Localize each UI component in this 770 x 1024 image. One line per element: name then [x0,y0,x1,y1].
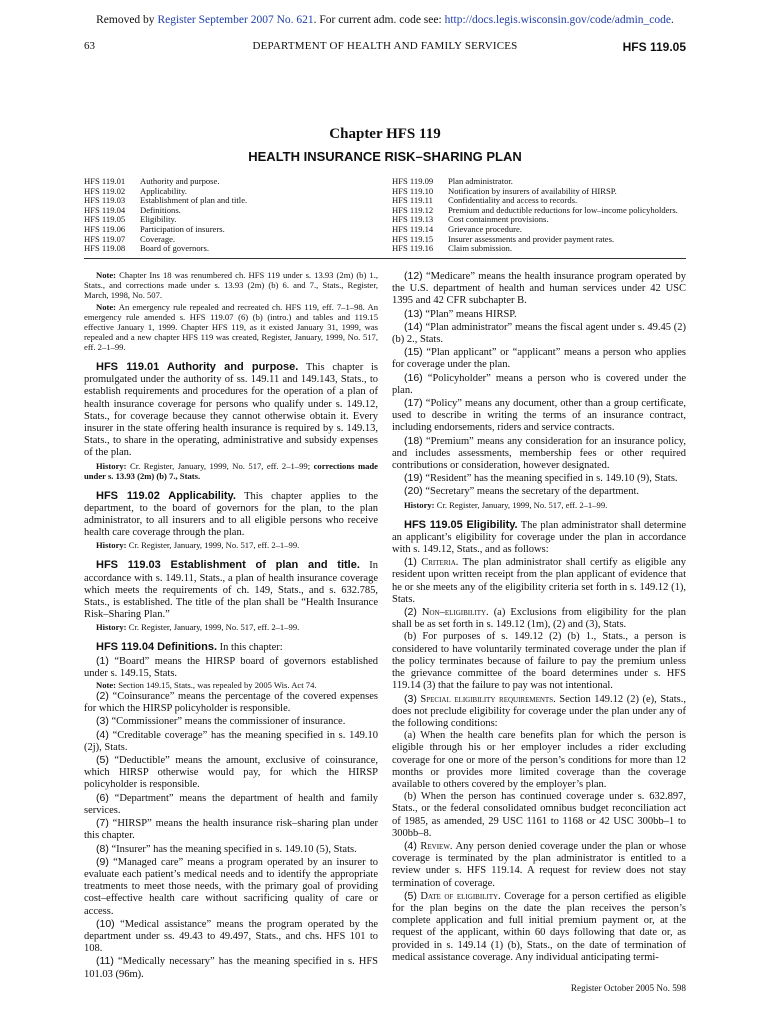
history-note [392,500,686,510]
divider [84,258,686,259]
definition-3 [84,715,378,728]
subsection-3 [392,693,686,731]
definition-number: (3) [96,715,109,728]
left-column [84,270,379,980]
toc-title: Plan administrator. [448,176,513,186]
subsection-text: Section 149.12 (2) (e), Stats., does not preclude eligibility for coverage under the plan under any of the following conditions: [392,693,687,729]
definition-number: (15) [404,346,423,359]
paragraph-3b [392,791,686,840]
section-text: This chapter applies to the department, to the board of governors for the plan, to the plan administrator, to all insurers and to all eligible persons who receive health care coverage through the plan. [84,490,378,539]
paragraph-text: (b) When the person has continued coverage under s. 632.897, Stats., or the federal consolidated omnibus budget reconciliation act of 1985, as amended, 29 USC 1161 to 1168 or 42 USC 300bb–1 to 300bb–8. [392,791,686,839]
definition-6 [84,792,378,817]
history-note [84,622,378,632]
definition-12 [392,270,686,308]
definition-text: “Medical assistance” means the program operated by the department under ss. 49.43 to 49.497, Stats., and chs. HFS 101 to 108. [84,918,379,955]
section-119-05 [392,519,686,557]
section-code: HFS 119.05 [622,40,686,54]
definition-14 [392,321,686,346]
toc-num: HFS 119.12 [392,204,434,215]
definition-text: “Managed care” means a program operated by an insurer to evaluate each patient’s medical needs and to identify the appropriate treatments to meet those needs, with the primary goal of providing cost–effective health care without sacrificing quality of care or access. [84,856,378,917]
toc-num: HFS 119.04 [84,204,126,215]
toc-left [84,177,374,254]
definition-text: “Insurer” has the meaning specified in s. 149.10 (5), Stats. [111,843,357,855]
toc-item[interactable] [84,244,374,254]
toc-title: Eligibility. [140,214,177,225]
editorial-note [84,680,378,690]
paragraph-text: (a) When the health care benefits plan for which the person is eligible through his or her employer includes a rider excluding coverage for one or more of the person’s conditions for more than 12 months or provides more limited coverage than the coverage available to others covered by the employer’s plan. [392,730,686,790]
section-heading: HFS 119.01 Authority and purpose. [96,361,299,373]
section-text: In accordance with s. 149.11, Stats., a plan of health insurance coverage which meets the requirements of ch. 149, Stats., and s. 632.785, Stats., is established. The title of the plan shall be “Health Insurance Risk–Sharing Plan.” [84,560,378,621]
subsection-number: (2) [404,606,417,619]
definition-text: “Premium” means any consideration for an insurance policy, and includes assessments, membership fees or other required contributions or consideration, however designated. [392,435,686,472]
toc-num: HFS 119.02 [84,185,126,196]
definition-number: (16) [404,371,423,384]
definition-number: (19) [404,472,423,485]
section-heading: HFS 119.03 Establishment of plan and title. [96,559,360,572]
removal-banner [0,14,770,26]
definition-8 [84,843,378,856]
history-note [84,461,378,481]
subsection-label: Criteria. [421,557,459,569]
subsection-label: Date of eligibility. [420,890,501,902]
definition-18 [392,435,686,473]
definition-number: (11) [96,955,114,968]
history-label: History: [96,460,127,471]
chapter-subtitle: HEALTH INSURANCE RISK–SHARING PLAN [248,149,522,164]
definition-number: (9) [96,855,109,868]
definition-text: “Resident” has the meaning specified in s. 149.10 (9), Stats. [425,473,678,485]
definition-1 [84,655,378,680]
toc-item[interactable] [392,244,692,254]
toc-title: Authority and purpose. [140,176,220,186]
paragraph-2b [392,631,686,692]
subsection-text: Coverage for a person certified as eligible for the plan begins on the date the plan receives the person’s complete application and full initial premium payment or, at the request of the applicant, within 60 days following that date or, as provided in s. 149.14 (1) (b), Stats., on the date of termination of medical assistance coverage. Any individual anticipating termi- [392,890,687,963]
note-label: Note: [96,270,117,280]
history-label: History: [404,499,435,510]
section-text: This chapter is promulgated under the authority of ss. 149.11 and 149.143, Stats., to establish requirements and procedures for the operation of a plan of health insurance coverage for persons who qualify under s. 149.12, Stats., for coverage because they cannot otherwise obtain it. Every insurer in the state offering health insurance is required by s. 149.13, Stats., to share in the operating, administrative and subsidy expenses of the plan. [84,362,378,459]
toc-num: HFS 119.09 [392,176,434,186]
subsection-number: (1) [404,556,417,569]
toc-num: HFS 119.05 [84,214,126,225]
definition-15 [392,346,686,371]
toc-num: HFS 119.11 [392,195,433,206]
section-text: In this chapter: [219,642,283,654]
toc-num: HFS 119.08 [84,243,126,254]
definition-text: “Medicare” means the health insurance program operated by the U.S. department of health and human services under 42 USC 1395 and 42 CFR subchapter B. [392,271,687,307]
paragraph-3a [392,730,686,791]
definition-number: (2) [96,690,109,703]
section-119-01 [84,361,378,460]
definition-number: (5) [96,754,109,767]
toc-right [392,177,692,254]
definition-number: (13) [404,307,423,320]
subsection-4 [392,840,686,890]
subsection-2 [392,606,686,631]
definition-text: “Medically necessary” has the meaning specified in s. HFS 101.03 (96m). [84,956,379,980]
definition-text: “Policy” means any document, other than a group certificate, used to describe in writing the terms of an insurance contract, including endorsements, riders and service contracts. [392,398,687,434]
subsection-label: Special eligibility requirements. [420,693,556,705]
note-text: Section 149.15, Stats., was repealed by 2005 Wis. Act 74. [118,680,317,691]
history-note [84,540,378,550]
definition-number: (1) [96,654,109,667]
banner-mid: . For current adm. code see: [313,14,442,26]
definition-20 [392,485,686,498]
toc-title: Confidentiality and access to records. [448,195,578,206]
history-correction: corrections made under s. 13.93 (2m) (b) 7., Stats. [84,460,378,481]
definition-10 [84,918,378,956]
toc-num: HFS 119.10 [392,185,434,196]
definition-text: “Policyholder” means a person who is covered under the plan. [392,372,686,396]
toc-title: Definitions. [140,204,181,215]
definition-text: “Coinsurance” means the percentage of the covered expenses for which the HIRSP policyholder is responsible. [84,691,379,715]
definition-9 [84,856,378,918]
definition-text: “HIRSP” means the health insurance risk–sharing plan under this chapter. [84,818,378,842]
toc-item[interactable] [392,215,692,225]
toc-item[interactable] [84,215,374,225]
section-119-03 [84,559,378,621]
register-link[interactable]: Register September 2007 No. 621 [157,14,314,26]
definition-number: (8) [96,842,109,855]
history-label: History: [96,622,127,633]
definition-number: (7) [96,817,109,830]
running-header [84,40,686,56]
department-name: DEPARTMENT OF HEALTH AND FAMILY SERVICES [252,40,518,52]
definition-11 [84,955,378,980]
note-label: Note: [96,302,117,312]
history-text: Cr. Register, January, 1999, No. 517, eff. 2–1–99. [436,499,608,510]
subsection-text: The plan administrator shall certify as eligible any resident upon written receipt from the plan applicant of evidence that he or she meets any of the eligibility criteria set forth in s. 149.12 (1), Stats. [392,557,687,605]
toc-title: Establishment of plan and title. [140,195,248,206]
definition-number: (12) [404,270,423,282]
subsection-5 [392,890,686,964]
admin-code-link[interactable]: http://docs.legis.wisconsin.gov/code/admin_code [444,14,672,26]
register-footer: Register October 2005 No. 598 [570,983,686,993]
section-119-04 [84,641,378,654]
right-column [392,270,686,970]
toc-num: HFS 119.07 [84,233,126,244]
section-heading: HFS 119.02 Applicability. [96,489,236,502]
toc-num: HFS 119.13 [392,214,434,225]
toc-title: Cost containment provisions. [448,214,549,225]
toc-title: Coverage. [140,233,176,244]
definition-number: (10) [96,917,115,930]
editorial-note [84,270,378,300]
definition-7 [84,817,378,842]
banner-prefix: Removed by [96,14,155,26]
toc-num: HFS 119.16 [392,243,434,254]
definition-text: “Board” means the HIRSP board of governors established under s. 149.15, Stats. [84,655,378,679]
chapter-title: Chapter HFS 119 [329,126,441,142]
subsection-label: Review. [420,840,453,852]
toc-item[interactable] [84,196,374,206]
definition-number: (14) [404,320,423,333]
history-label: History: [96,540,127,551]
toc-item[interactable] [84,177,374,187]
toc-title: Insurer assessments and provider payment rates. [448,233,615,244]
toc-title: Claim submission. [448,243,512,254]
toc-title: Participation of insurers. [140,223,225,234]
toc-title: Grievance procedure. [448,223,522,234]
definition-text: “Creditable coverage” has the meaning specified in s. 149.10 (2j), Stats. [84,729,378,753]
note-text: Chapter Ins 18 was renumbered ch. HFS 119 under s. 13.93 (2m) (b) 1., Stats., and corrections made under s. 13.93 (2m) (b) 6. and 7., Stats., Register, March, 1998, No. 507. [84,270,378,300]
definition-19 [392,472,686,485]
page-number: 63 [84,40,95,52]
toc-item[interactable] [84,235,374,245]
definition-number: (6) [96,791,109,804]
definition-text: “Plan applicant” or “applicant” means a person who applies for coverage under the plan. [392,347,687,371]
subsection-label: Non–eligibility. [421,607,489,619]
subsection-number: (3) [404,692,417,705]
paragraph-text: (b) For purposes of s. 149.12 (2) (b) 1., Stats., a person is considered to have voluntarily terminated coverage under the plan if the policy terminates because of failure to pay the premium unless the grievance committee of the board determines under s. HFS 119.14 (3) that the failure to pay was not intentional. [392,631,686,692]
definition-text: “Secretary” means the secretary of the department. [425,486,639,498]
toc-num: HFS 119.15 [392,233,434,244]
definition-number: (17) [404,397,423,410]
toc-num: HFS 119.01 [84,176,126,186]
history-text: Cr. Register, January, 1999, No. 517, eff. 2–1–99. [128,540,300,551]
definition-4 [84,729,378,754]
definition-text: “Plan administrator” means the fiscal agent under s. 49.45 (2) (b) 2., Stats. [392,321,687,346]
section-119-02 [84,490,378,540]
definition-number: (18) [404,434,423,447]
subsection-text: Any person denied coverage under the plan or whose coverage is terminated by the plan administrator is entitled to a review under s. HFS 119.14. A request for review does not stay termination of coverage. [392,840,687,889]
definition-5 [84,754,378,792]
section-text: The plan administrator shall determine an applicant’s eligibility for coverage under the plan in accordance with s. 149.12, Stats., and as follows: [392,519,686,556]
definition-text: “Deductible” means the amount, exclusive of coinsurance, which HIRSP otherwise would pay, for which the HIRSP policyholder is responsible. [84,755,378,791]
subsection-1 [392,556,686,606]
definition-17 [392,397,686,435]
toc-item[interactable] [84,225,374,235]
definition-number: (4) [96,728,109,741]
toc-num: HFS 119.06 [84,223,126,234]
note-label: Note: [96,680,117,691]
history-text: Cr. Register, January, 1999, No. 517, eff. 2–1–99. [128,622,300,633]
banner-end: . [671,14,674,26]
note-text: An emergency rule repealed and recreated ch. HFS 119, eff. 7–1–98. An emergency rule amended s. HFS 119.07 (6) (b) (intro.) and tables and 119.15 effective January 1, 1999. Chapter HFS 119, as it existed January 31, 1999, was repealed and a new chapter HFS 119 was created, Register, January, 1999, No. 517, eff. 2–1–99. [84,302,378,352]
toc-title: Premium and deductible reductions for low–income policyholders. [448,204,678,215]
definition-text: “Department” means the department of health and family services. [84,792,378,816]
toc-title: Applicability. [140,185,187,196]
subsection-number: (4) [404,839,417,852]
definition-text: “Commissioner” means the commissioner of insurance. [111,716,346,728]
subsection-text: (a) Exclusions from eligibility for the plan shall be as set forth in s. 149.12 (1m), (2) and (3), Stats. [392,607,686,631]
definition-number: (20) [404,485,423,498]
toc-num: HFS 119.14 [392,223,434,234]
toc-item[interactable] [392,235,692,245]
subsection-number: (5) [404,889,417,902]
toc-title: Notification by insurers of availability of HIRSP. [448,185,617,196]
definition-text: “Plan” means HIRSP. [425,308,517,320]
toc-title: Board of governors. [140,243,209,254]
section-heading: HFS 119.04 Definitions. [96,641,218,654]
definition-2 [84,690,378,715]
toc-item[interactable] [84,206,374,216]
toc-num: HFS 119.03 [84,195,126,206]
history-text: Cr. Register, January, 1999, No. 517, eff. 2–1–99; [130,460,311,471]
definition-16 [392,372,686,397]
editorial-note [84,302,378,352]
definition-13 [392,308,686,321]
section-heading: HFS 119.05 Eligibility. [404,518,518,531]
